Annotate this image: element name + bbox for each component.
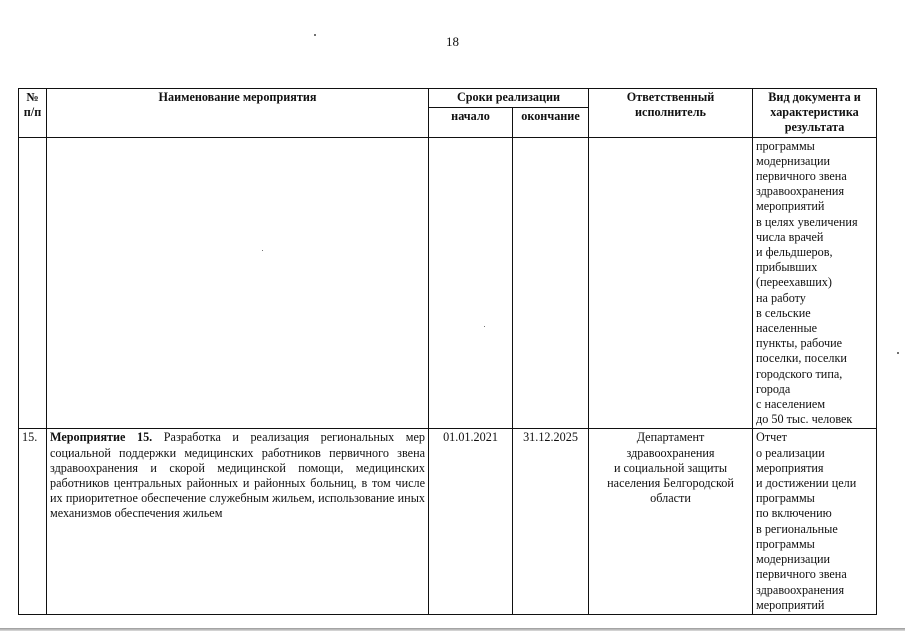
row-result: Отчет о реализации мероприятия и достижении цели программы по включению в региональные программы модернизации первичного звена здравоохранения мероприятий bbox=[753, 429, 877, 614]
row-result: программы модернизации первичного звена здравоохранения мероприятий в целях увеличения числа врачей и фельдшеров, прибывших (переехавших) на работу в сельские населенные пункты, рабочие поселки, поселки городского типа, города с населением до 50 тыс. человек bbox=[753, 137, 877, 429]
scan-speck bbox=[897, 352, 899, 354]
scan-speck bbox=[314, 34, 316, 36]
header-terms: Сроки реализации bbox=[429, 89, 589, 108]
row-end-date bbox=[513, 137, 589, 429]
activities-table bbox=[18, 88, 877, 615]
header-start: начало bbox=[429, 108, 513, 137]
row-end-date: 31.12.2025 bbox=[513, 429, 589, 614]
row-start-date: 01.01.2021 bbox=[429, 429, 513, 614]
activity-title: Мероприятие 15. bbox=[50, 430, 153, 445]
row-executor: Департамент здравоохранения и социальной защиты населения Белгородской области bbox=[589, 429, 753, 614]
row-activity bbox=[47, 429, 429, 614]
activity-text: Разработка и реализация региональных мер социальной поддержки медицинских работников первичного звена здравоохранения и скорой медицинской помощи, медицинских работников центральных районных и районных больниц, в том числе их приоритетное обеспечение служебным жильем, использование иных механизмов обеспечения жильем bbox=[50, 430, 425, 521]
row-number: 15. bbox=[19, 429, 47, 614]
row-executor bbox=[589, 137, 753, 429]
row-activity bbox=[47, 137, 429, 429]
table-row bbox=[19, 429, 877, 614]
table-row bbox=[19, 137, 877, 429]
row-number bbox=[19, 137, 47, 429]
header-end: окончание bbox=[513, 108, 589, 137]
header-result: Вид документа и характеристика результата bbox=[753, 89, 877, 138]
header-number: № п/п bbox=[19, 89, 47, 138]
header-activity-name: Наименование мероприятия bbox=[47, 89, 429, 138]
page-number: 18 bbox=[446, 34, 459, 49]
row-start-date bbox=[429, 137, 513, 429]
scan-edge-line bbox=[0, 628, 905, 631]
header-executor: Ответственный исполнитель bbox=[589, 89, 753, 138]
